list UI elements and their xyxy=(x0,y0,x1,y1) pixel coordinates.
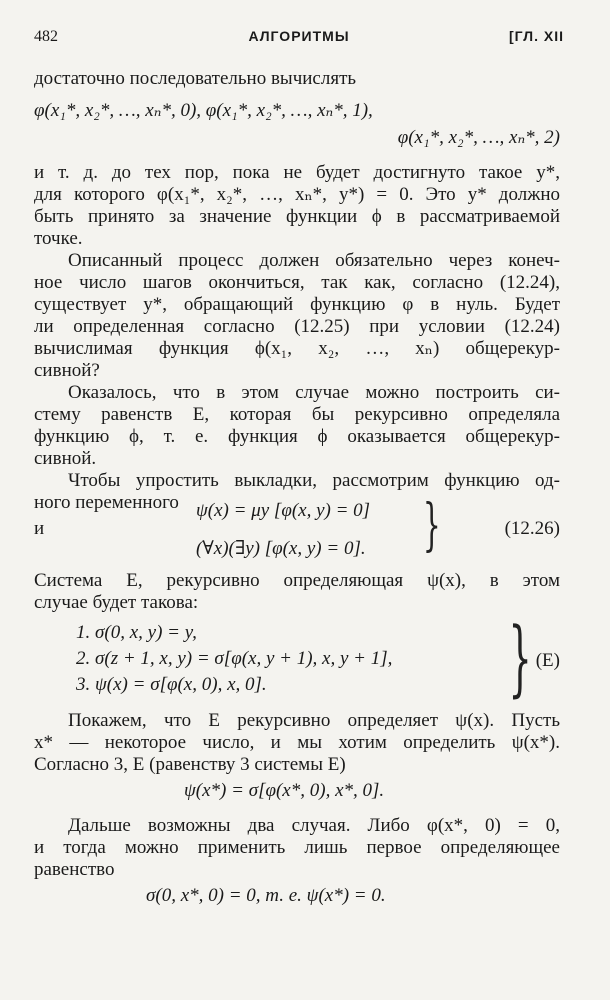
paragraph-line: равенство xyxy=(34,859,115,880)
paragraph-line: Оказалось, что в этом случае можно построить си- xyxy=(68,382,560,403)
paragraph-line: существует y*, обращающий функцию φ в нуль. Будет xyxy=(34,294,560,315)
paragraph-line: x* — некоторое число, и мы хотим определить ψ(x*). xyxy=(34,732,560,753)
paragraph-line: ного переменного xyxy=(34,492,179,513)
text-line: для которого φ(x₁*, x₂*, …, xₙ*, y*) = 0. Это y* должно xyxy=(34,184,560,205)
system-equation-3: 3. ψ(x) = σ[φ(x, 0), x, 0]. xyxy=(76,674,267,695)
paragraph-line: сивной. xyxy=(34,448,97,469)
system-equation-1: 1. σ(0, x, y) = y, xyxy=(76,622,197,643)
text-line: точке. xyxy=(34,228,83,249)
text-line: достаточно последовательно вычислять xyxy=(34,68,357,89)
right-brace: } xyxy=(422,493,441,558)
conjunction-and: и xyxy=(34,518,45,539)
equation-number: (12.26) xyxy=(504,518,560,539)
equation-existence-condition: (∀x)(∃y) [φ(x, y) = 0]. xyxy=(196,538,366,559)
paragraph-line: Согласно 3, E (равенству 3 системы E) xyxy=(34,754,346,775)
paragraph-line: сивной? xyxy=(34,360,100,381)
system-label: (E) xyxy=(535,650,560,671)
text-line: и т. д. до тех пор, пока не будет достигнуто такое y*, xyxy=(34,162,560,183)
paragraph-line: ли определенная согласно (12.25) при условии (12.24) xyxy=(34,316,560,337)
paragraph-line: Система E, рекурсивно определяющая ψ(x), в этом xyxy=(34,570,560,591)
paragraph-line: Покажем, что E рекурсивно определяет ψ(x). Пусть xyxy=(68,710,560,731)
page-header xyxy=(34,28,564,52)
right-brace: } xyxy=(508,611,532,706)
paragraph-line: Дальше возможны два случая. Либо φ(x*, 0) = 0, xyxy=(68,815,560,836)
chapter-label: [ГЛ. XII xyxy=(509,28,564,44)
text-line: быть принято за значение функции ϕ в рассматриваемой xyxy=(34,206,560,227)
paragraph-line: случае будет такова: xyxy=(34,592,199,613)
equation-psi-definition: ψ(x) = μy [φ(x, y) = 0] xyxy=(196,500,371,521)
formula-first-case: σ(0, x*, 0) = 0, т. е. ψ(x*) = 0. xyxy=(146,885,386,906)
page-number: 482 xyxy=(34,28,58,45)
paragraph-line: функцию ϕ, т. е. функция ϕ оказывается общерекур- xyxy=(34,426,560,447)
formula-sequence-1: φ(x₁*, x₂*, …, xₙ*, 0), φ(x₁*, x₂*, …, xₙ*, 1), xyxy=(34,100,373,121)
paragraph-line: Чтобы упростить выкладки, рассмотрим функцию од- xyxy=(68,470,560,491)
paragraph-line: Описанный процесс должен обязательно через конеч- xyxy=(68,250,560,271)
system-equation-2: 2. σ(z + 1, x, y) = σ[φ(x, y + 1), x, y + 1], xyxy=(76,648,393,669)
paragraph-line: и тогда можно применить лишь первое определяющее xyxy=(34,837,560,858)
paragraph-line: ное число шагов окончиться, так как, согласно (12.24), xyxy=(34,272,560,293)
running-title: АЛГОРИТМЫ xyxy=(248,28,350,44)
paragraph-line: вычислимая функция ϕ(x₁, x₂, …, xₙ) общерекур- xyxy=(34,338,560,359)
paragraph-line: стему равенств E, которая бы рекурсивно определяла xyxy=(34,404,560,425)
formula-psi-x-star: ψ(x*) = σ[φ(x*, 0), x*, 0]. xyxy=(184,780,385,801)
formula-sequence-2: φ(x₁*, x₂*, …, xₙ*, 2) xyxy=(397,127,560,148)
